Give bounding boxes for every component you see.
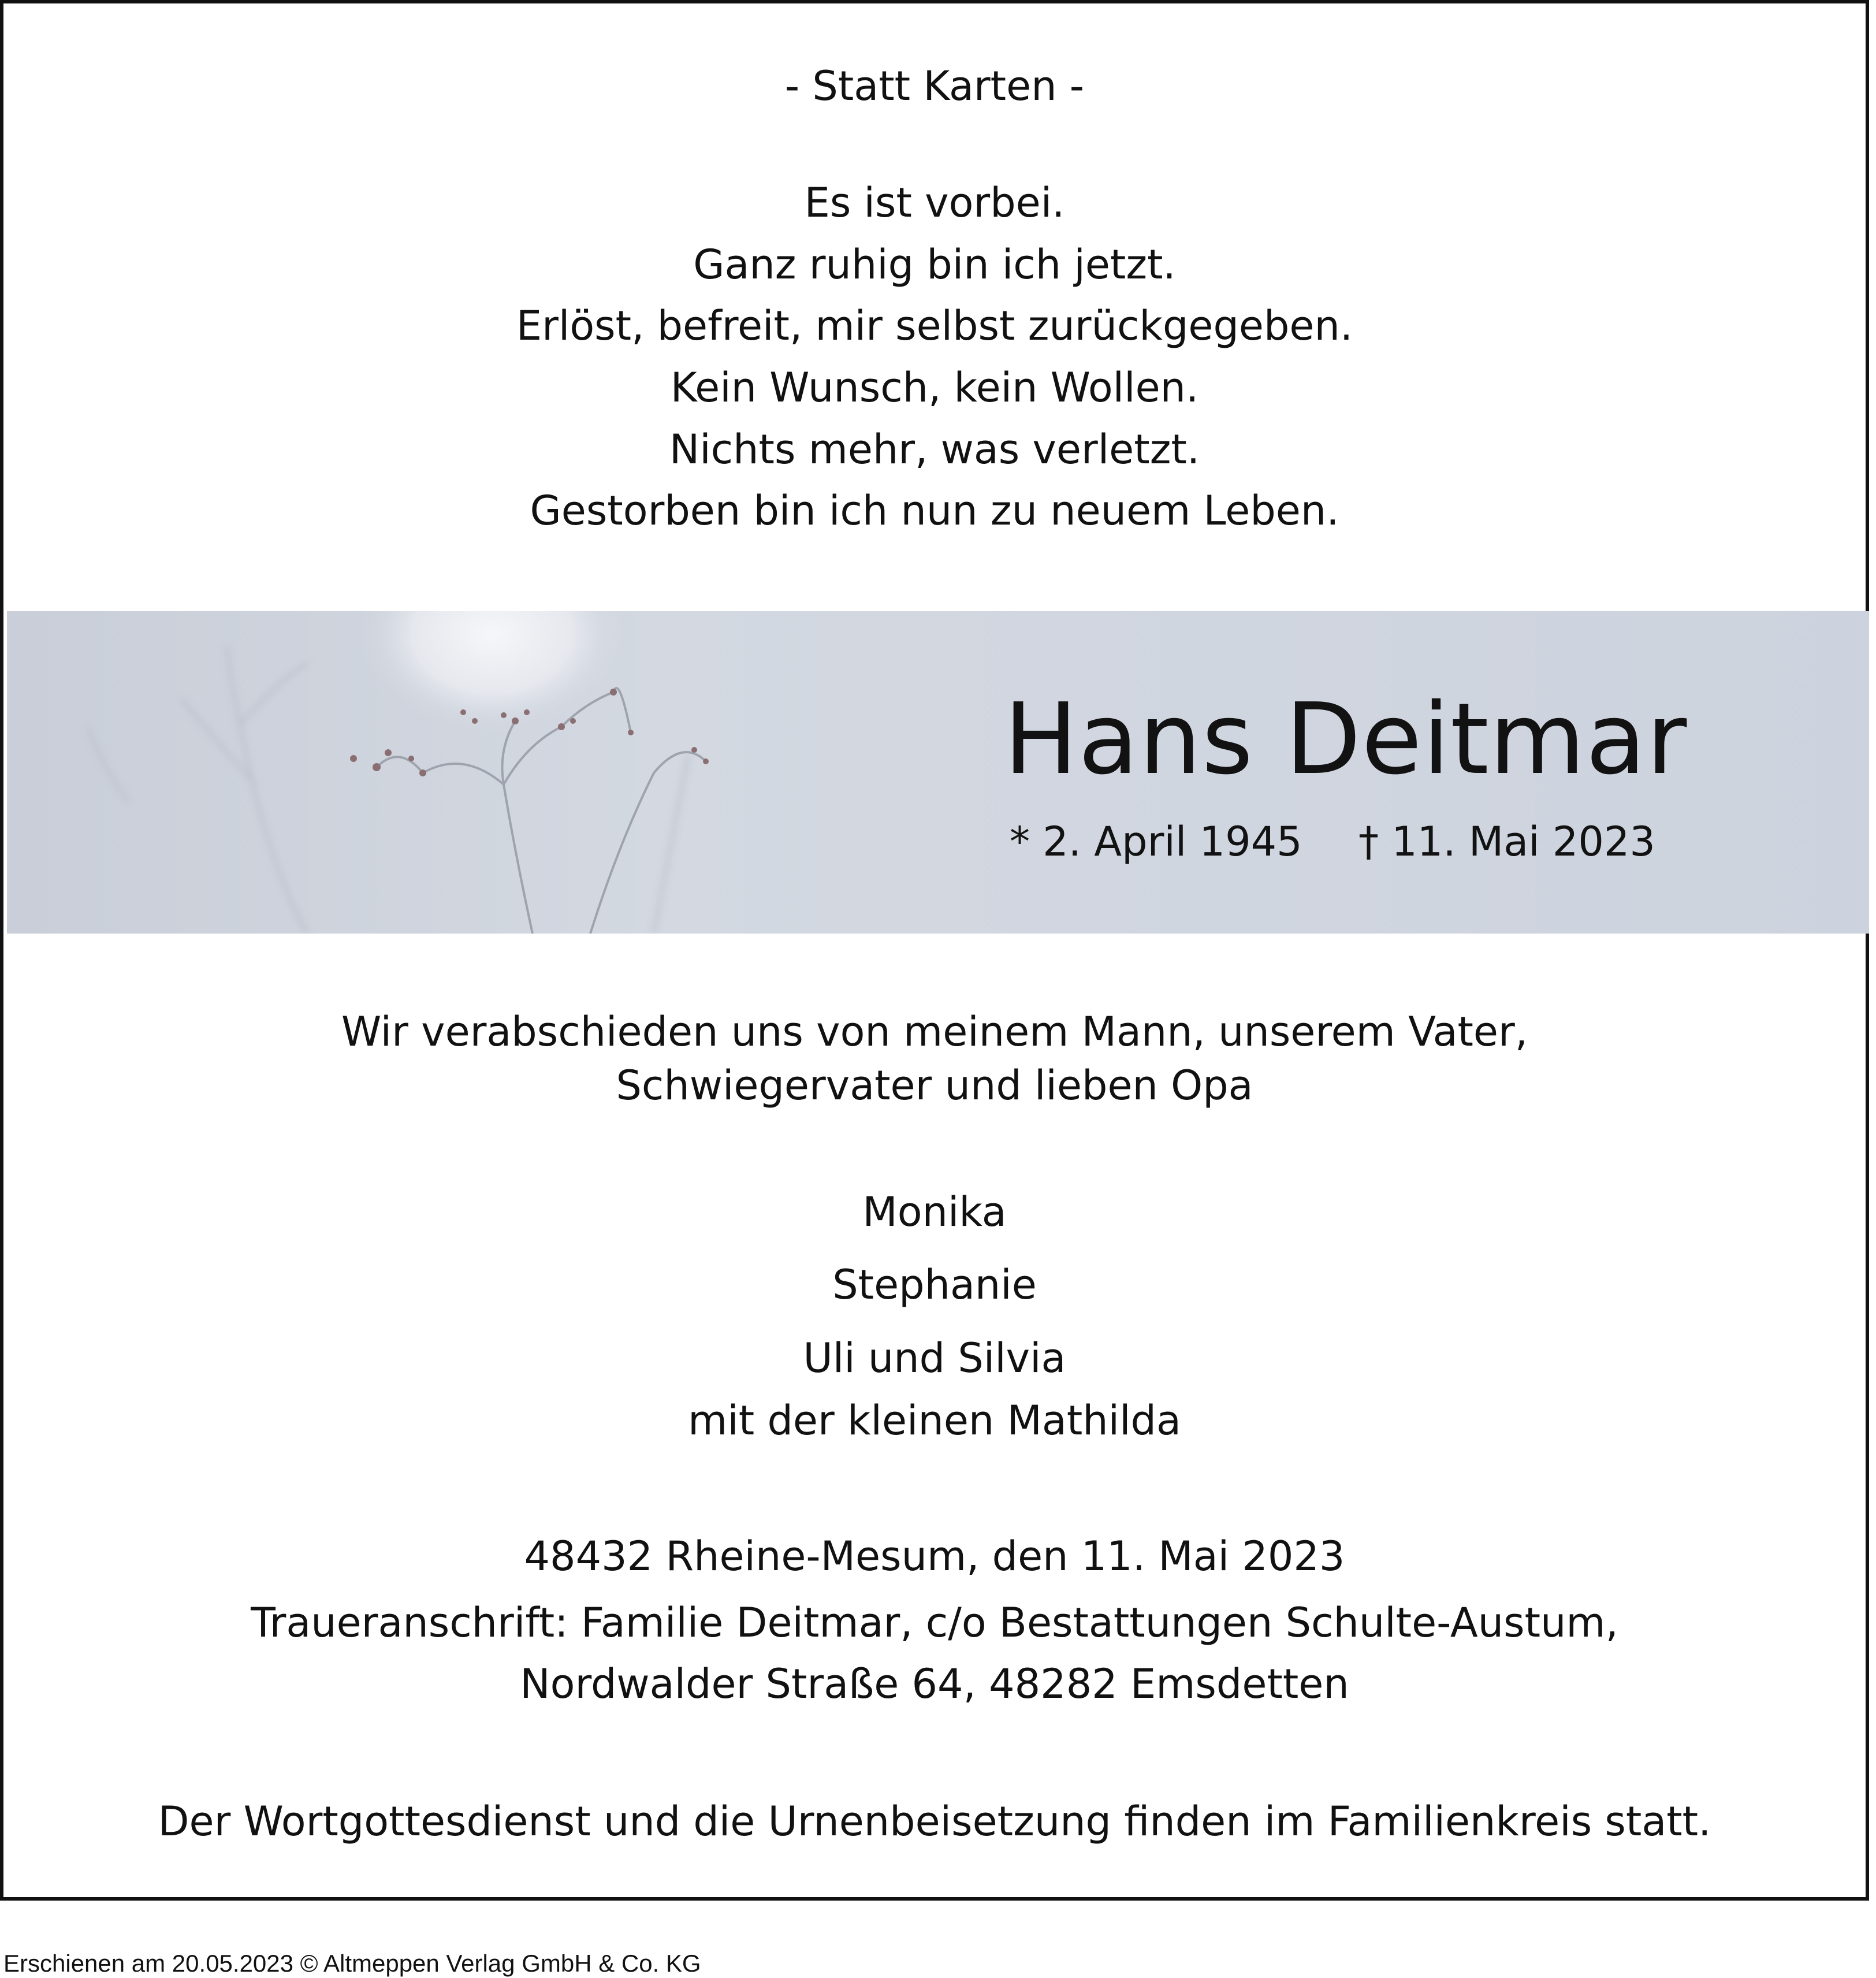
address-line: Nordwalder Straße 64, 48282 Emsdetten (520, 1660, 1349, 1708)
farewell-line: Wir verabschieden uns von meinem Mann, unserem Vater, (341, 1008, 1528, 1055)
farewell-line: Schwiegervater und lieben Opa (616, 1062, 1253, 1109)
mourner-name: Stephanie (832, 1261, 1037, 1308)
notice-header: - Statt Karten - (784, 62, 1085, 110)
mourner-name: Uli und Silvia (803, 1334, 1066, 1382)
poem-line: Ganz ruhig bin ich jetzt. (693, 241, 1176, 288)
poem-line: Nichts mehr, was verletzt. (669, 426, 1200, 473)
publication-footer: Erschienen am 20.05.2023 © Altmeppen Verlag GmbH & Co. KG (3, 1950, 701, 1977)
place-date: 48432 Rheine-Mesum, den 11. Mai 2023 (524, 1533, 1345, 1580)
mourner-name: Monika (862, 1188, 1007, 1236)
poem-line: Erlöst, befreit, mir selbst zurückgegeben. (516, 302, 1353, 350)
mourner-name: mit der kleinen Mathilda (688, 1397, 1181, 1444)
death-date: † 11. Mai 2023 (1358, 818, 1655, 865)
birth-date: * 2. April 1945 (1010, 818, 1302, 865)
deceased-name: Hans Deitmar (1004, 682, 1688, 797)
poem-line: Gestorben bin ich nun zu neuem Leben. (530, 487, 1339, 534)
poem-line: Kein Wunsch, kein Wollen. (670, 364, 1199, 411)
poem-line: Es ist vorbei. (804, 179, 1065, 226)
address-line: Traueranschrift: Familie Deitmar, c/o Bestattungen Schulte-Austum, (251, 1599, 1618, 1646)
service-note: Der Wortgottesdienst und die Urnenbeisetzung finden im Familienkreis statt. (158, 1798, 1711, 1845)
